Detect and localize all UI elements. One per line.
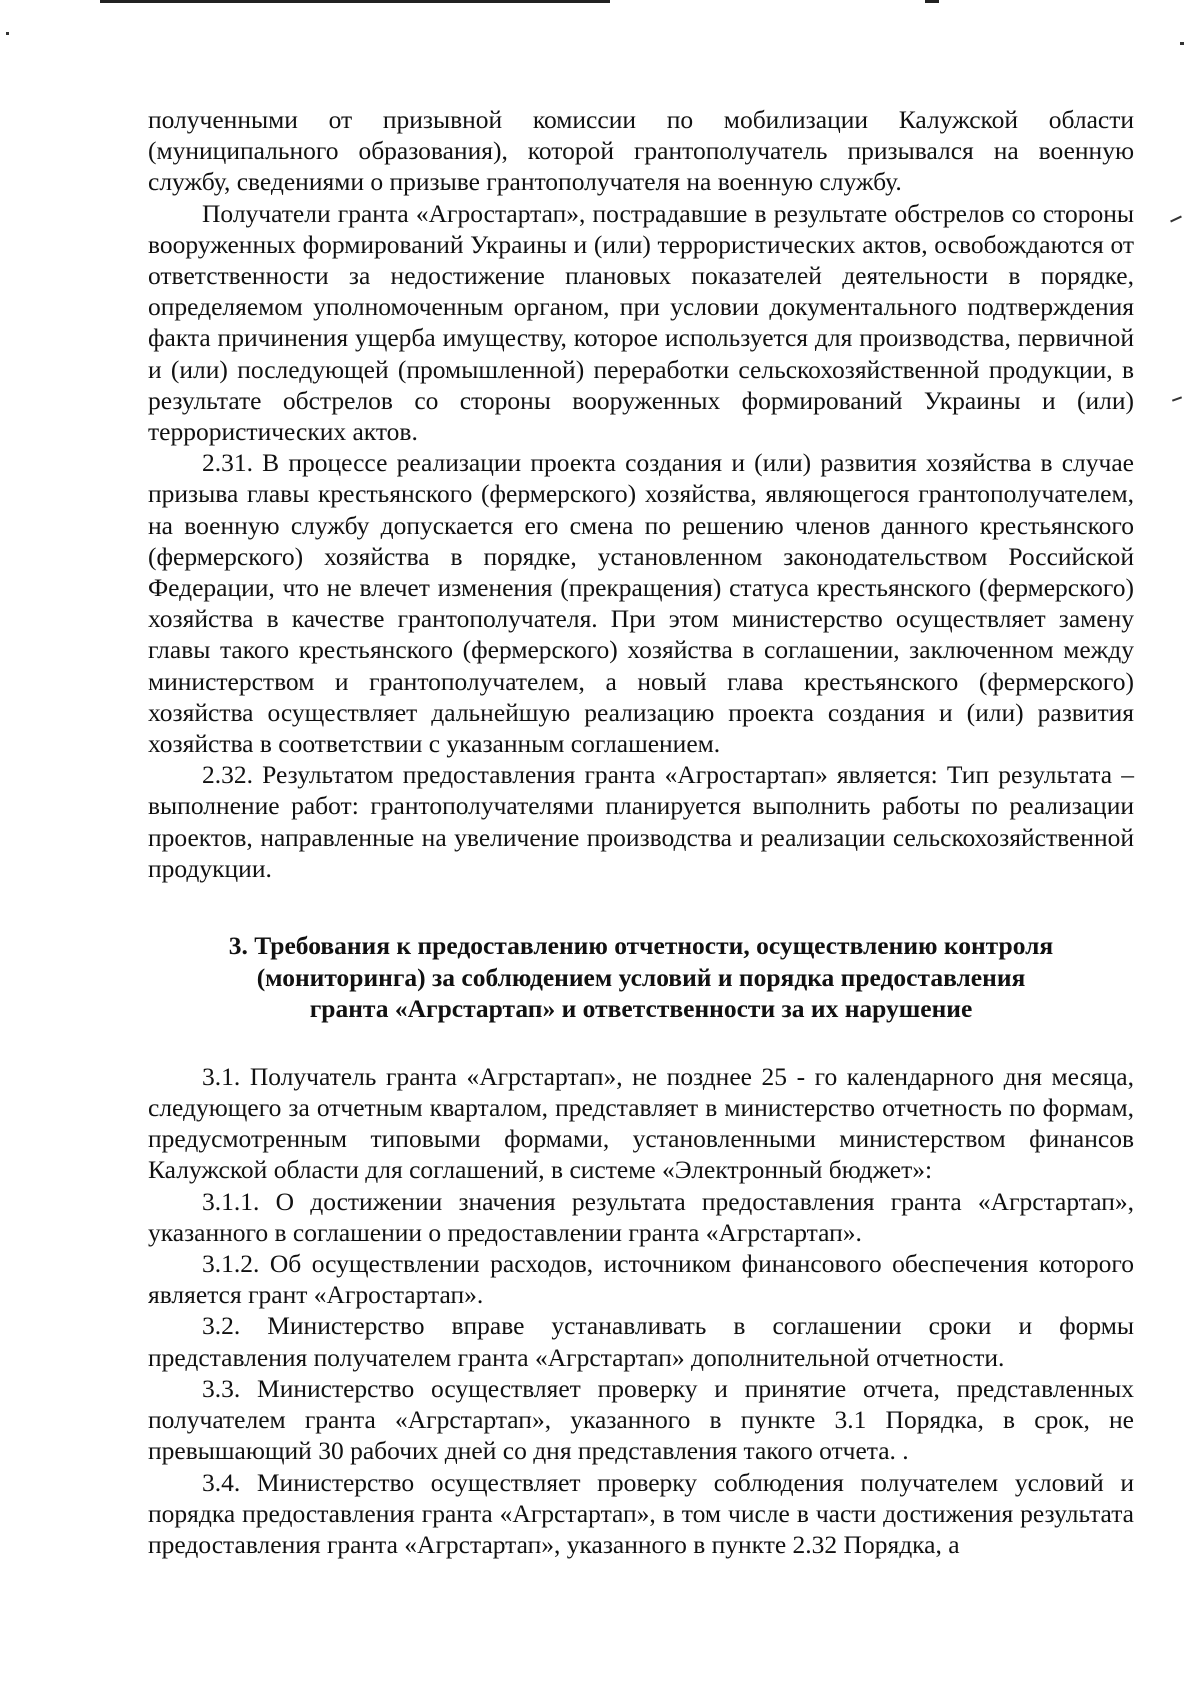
scan-artifact-top-right <box>925 0 939 3</box>
section-3-heading <box>148 930 1134 1025</box>
section-heading-line: гранта «Агрстартап» и ответственности за их нарушение <box>309 994 973 1024</box>
paragraph-3-1-2: 3.1.2. Об осуществлении расходов, источником финансового обеспечения которого является грант «Агростартап». <box>148 1249 1134 1310</box>
paragraph-3-1-1: 3.1.1. О достижении значения результата предоставления гранта «Агрстартап», указанного в соглашении о предоставлении гранта «Агрстартап». <box>148 1186 1134 1247</box>
section-heading-line: (мониторинга) за соблюдением условий и порядка предоставления <box>256 962 1026 992</box>
scan-artifact-top-line <box>100 0 610 3</box>
section-heading-line: 3. Требования к предоставлению отчетности, осуществлению контроля <box>228 931 1054 961</box>
paragraph-2-31: 2.31. В процессе реализации проекта создания и (или) развития хозяйства в случае призыва главы крестьянского (фермерского) хозяйства, являющегося грантополучателем, на военную службу допускается его смена по решению членов данного крестьянского (фермерского) хозяйства в порядке, установленном законодательством Российской Федерации, что не влечет изменения (прекращения) статуса крестьянского (фермерского) хозяйства в качестве грантополучателя. При этом министерство осуществляет замену главы такого крестьянского (фермерского) хозяйства в соглашении, заключенном между министерством и грантополучателем, а новый глава крестьянского (фермерского) хозяйства осуществляет дальнейшую реализацию проекта создания и (или) развития хозяйства в соответствии с указанным соглашением. <box>148 448 1134 759</box>
scan-speck <box>6 32 9 35</box>
text-block-top <box>148 104 1134 884</box>
document-page <box>148 104 1134 1560</box>
paragraph-shelling-exemption: Получатели гранта «Агростартап», пострадавшие в результате обстрелов со стороны вооруженных формирований Украины и (или) террористических актов, освобождаются от ответственности за недостижение плановых показателей деятельности в порядке, определяемом уполномоченным органом, при условии документального подтверждения факта причинения ущерба имуществу, которое используется для производства, первичной и (или) последующей (промышленной) переработки сельскохозяйственной продукции, в результате обстрелов со стороны вооруженных формирований Украины и (или) террористических актов. <box>148 198 1134 447</box>
paragraph-3-2: 3.2. Министерство вправе устанавливать в соглашении сроки и формы представления получателем гранта «Агрстартап» дополнительной отчетности. <box>148 1311 1134 1372</box>
paragraph-3-1: 3.1. Получатель гранта «Агрстартап», не позднее 25 - го календарного дня месяца, следующего за отчетным кварталом, представляет в министерство отчетность по формам, предусмотренным типовыми формами, установленными министерством финансов Калужской области для соглашений, в системе «Электронный бюджет»: <box>148 1061 1134 1185</box>
scan-speck <box>1180 42 1184 45</box>
text-block-bottom <box>148 1061 1134 1560</box>
scan-speck <box>1172 396 1182 401</box>
paragraph-continuation: полученными от призывной комиссии по мобилизации Калужской области (муниципального образования), которой грантополучатель призывался на военную службу, сведениями о призыве грантополучателя на военную службу. <box>148 105 1134 197</box>
scan-speck <box>1170 216 1182 223</box>
paragraph-3-3: 3.3. Министерство осуществляет проверку и принятие отчета, представленных получателем гранта «Агрстартап», указанного в пункте 3.1 Порядка, в срок, не превышающий 30 рабочих дней со дня представления такого отчета. . <box>148 1373 1134 1466</box>
paragraph-3-4: 3.4. Министерство осуществляет проверку соблюдения получателем условий и порядка предоставления гранта «Агрстартап», в том числе в части достижения результата предоставления гранта «Агрстартап», указанного в пункте 2.32 Порядка, а <box>148 1467 1134 1559</box>
paragraph-2-32: 2.32. Результатом предоставления гранта «Агростартап» является: Тип результата – выполнение работ: грантополучателями планируется выполнить работы по реализации проектов, направленные на увеличение производства и реализации сельскохозяйственной продукции. <box>148 760 1134 883</box>
